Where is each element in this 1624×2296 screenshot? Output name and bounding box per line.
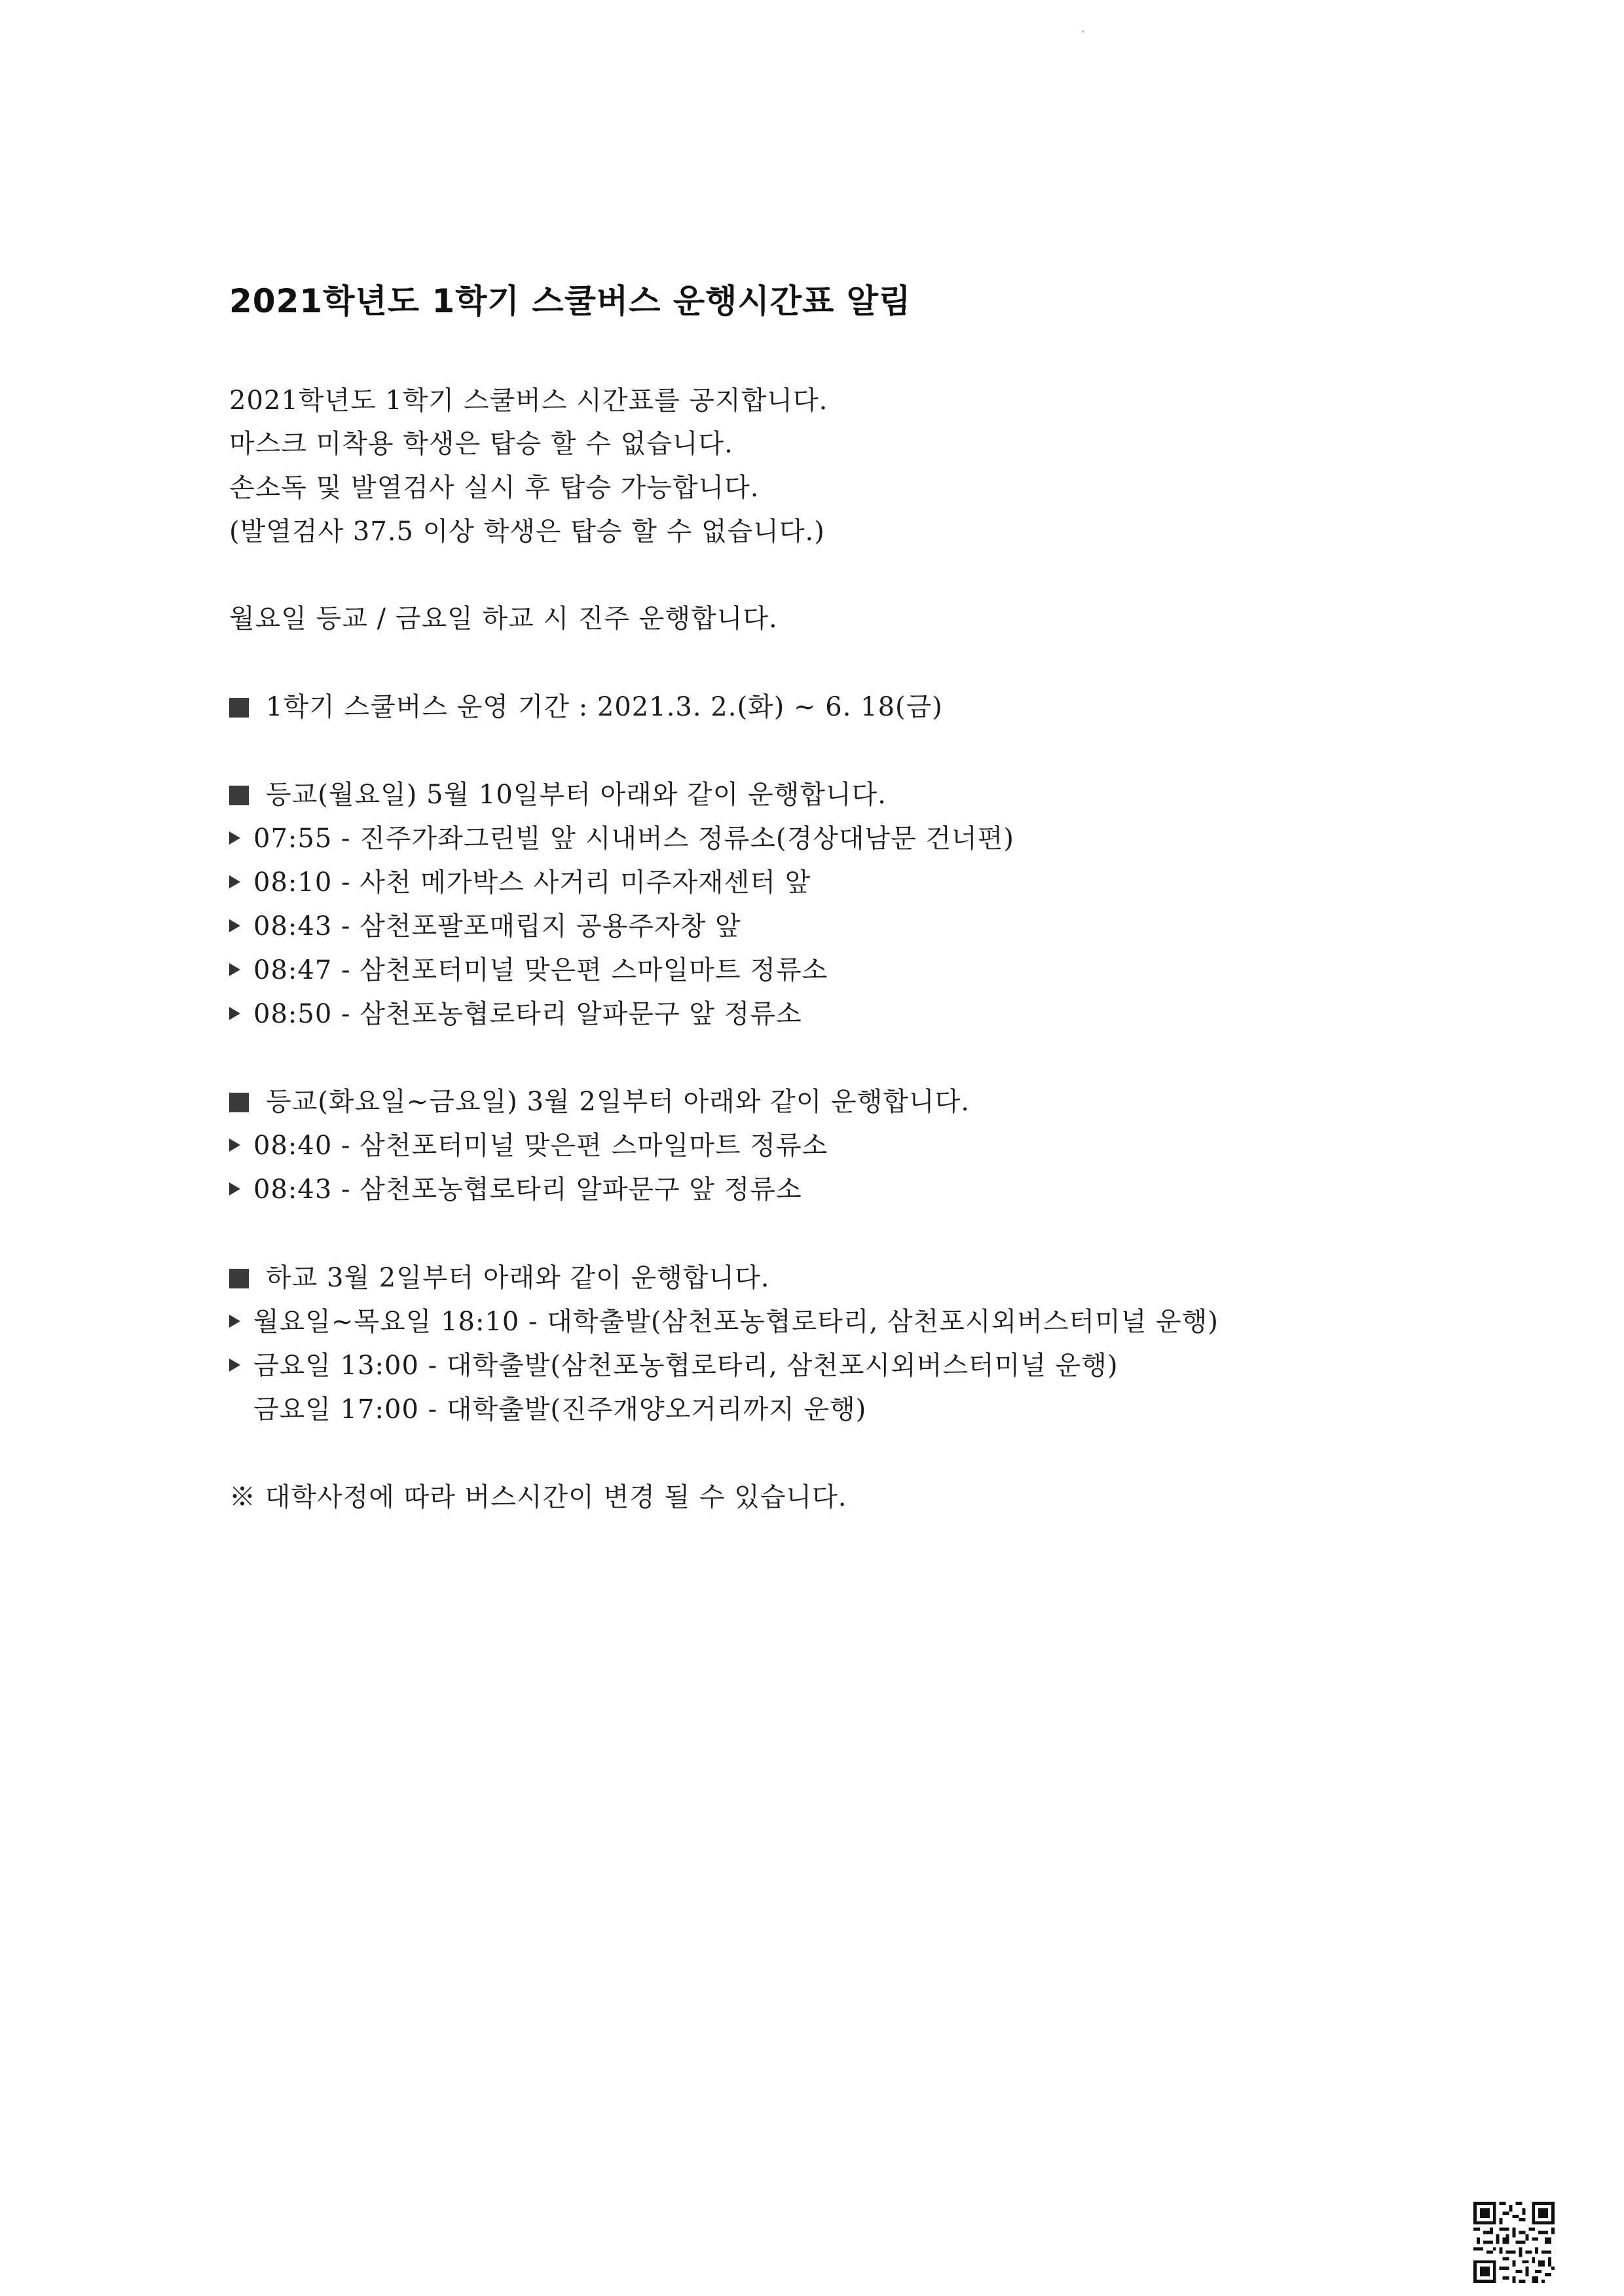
monday-stop-text: 08:50 - 삼천포농협로타리 알파문구 앞 정류소 <box>253 999 802 1029</box>
period-text: 1학기 스쿨버스 운영 기간 : 2021.3. 2.(화) ~ 6. 18(금) <box>266 692 943 722</box>
monday-stop <box>229 905 741 943</box>
tue-fri-heading-text: 등교(화요일~금요일) 3월 2일부터 아래와 같이 운행합니다. <box>266 1087 970 1117</box>
jinju-note: 월요일 등교 / 금요일 하교 시 진주 운행합니다. <box>229 604 778 634</box>
monday-stop-text: 07:55 - 진주가좌그린빌 앞 시내버스 정류소(경상대남문 건너편) <box>253 824 1015 854</box>
return-item <box>229 1389 866 1426</box>
triangle-bullet-icon <box>229 919 240 932</box>
return-heading <box>229 1257 769 1294</box>
triangle-bullet-icon <box>229 1182 240 1195</box>
square-bullet-icon <box>229 1269 249 1288</box>
page-title: 2021학년도 1학기 스쿨버스 운행시간표 알림 <box>229 282 912 320</box>
tue-fri-stop-text: 08:40 - 삼천포터미널 맞은편 스마일마트 정류소 <box>253 1131 828 1161</box>
period-line <box>229 686 943 723</box>
tue-fri-heading <box>229 1081 970 1118</box>
intro-line-4: (발열검사 37.5 이상 학생은 탑승 할 수 없습니다.) <box>229 517 825 547</box>
monday-heading-text: 등교(월요일) 5월 10일부터 아래와 같이 운행합니다. <box>266 780 887 810</box>
triangle-bullet-icon <box>229 1139 240 1152</box>
intro-line-1: 2021학년도 1학기 스쿨버스 시간표를 공지합니다. <box>229 386 828 416</box>
triangle-bullet-icon <box>229 1007 240 1020</box>
monday-stop <box>229 993 802 1030</box>
return-item-text: 금요일 17:00 - 대학출발(진주개양오거리까지 운행) <box>253 1394 867 1425</box>
monday-stop-text: 08:43 - 삼천포팔포매립지 공용주자창 앞 <box>253 911 741 941</box>
triangle-bullet-icon <box>229 1315 240 1328</box>
monday-stop <box>229 862 811 899</box>
square-bullet-icon <box>229 698 249 718</box>
triangle-bullet-icon <box>229 875 240 888</box>
change-notice: ※ 대학사정에 따라 버스시간이 변경 될 수 있습니다. <box>229 1482 847 1512</box>
triangle-bullet-icon <box>229 1358 240 1372</box>
return-item <box>229 1345 1118 1382</box>
monday-stop <box>229 949 828 987</box>
triangle-bullet-icon <box>229 963 240 976</box>
square-bullet-icon <box>229 786 249 805</box>
monday-stop-text: 08:47 - 삼천포터미널 맞은편 스마일마트 정류소 <box>253 955 828 985</box>
tue-fri-stop <box>229 1125 828 1162</box>
qr-code-icon <box>1473 2202 1555 2283</box>
triangle-bullet-icon <box>229 831 240 845</box>
return-heading-text: 하교 3월 2일부터 아래와 같이 운행합니다. <box>266 1263 770 1293</box>
return-item-text: 금요일 13:00 - 대학출발(삼천포농협로타리, 삼천포시외버스터미널 운행) <box>253 1351 1118 1381</box>
square-bullet-icon <box>229 1093 249 1112</box>
return-item <box>229 1301 1219 1338</box>
scan-speck <box>1082 30 1084 33</box>
tue-fri-stop <box>229 1169 802 1206</box>
intro-line-2: 마스크 미착용 학생은 탑승 할 수 없습니다. <box>229 429 733 459</box>
return-item-text: 월요일~목요일 18:10 - 대학출발(삼천포농협로타리, 삼천포시외버스터미널 운행) <box>253 1307 1219 1337</box>
monday-stop <box>229 818 1014 855</box>
tue-fri-stop-text: 08:43 - 삼천포농협로타리 알파문구 앞 정류소 <box>253 1175 802 1205</box>
monday-stop-text: 08:10 - 사천 메가박스 사거리 미주자재센터 앞 <box>253 867 811 898</box>
monday-heading <box>229 774 887 811</box>
intro-line-3: 손소독 및 발열검사 실시 후 탑승 가능합니다. <box>229 473 760 503</box>
